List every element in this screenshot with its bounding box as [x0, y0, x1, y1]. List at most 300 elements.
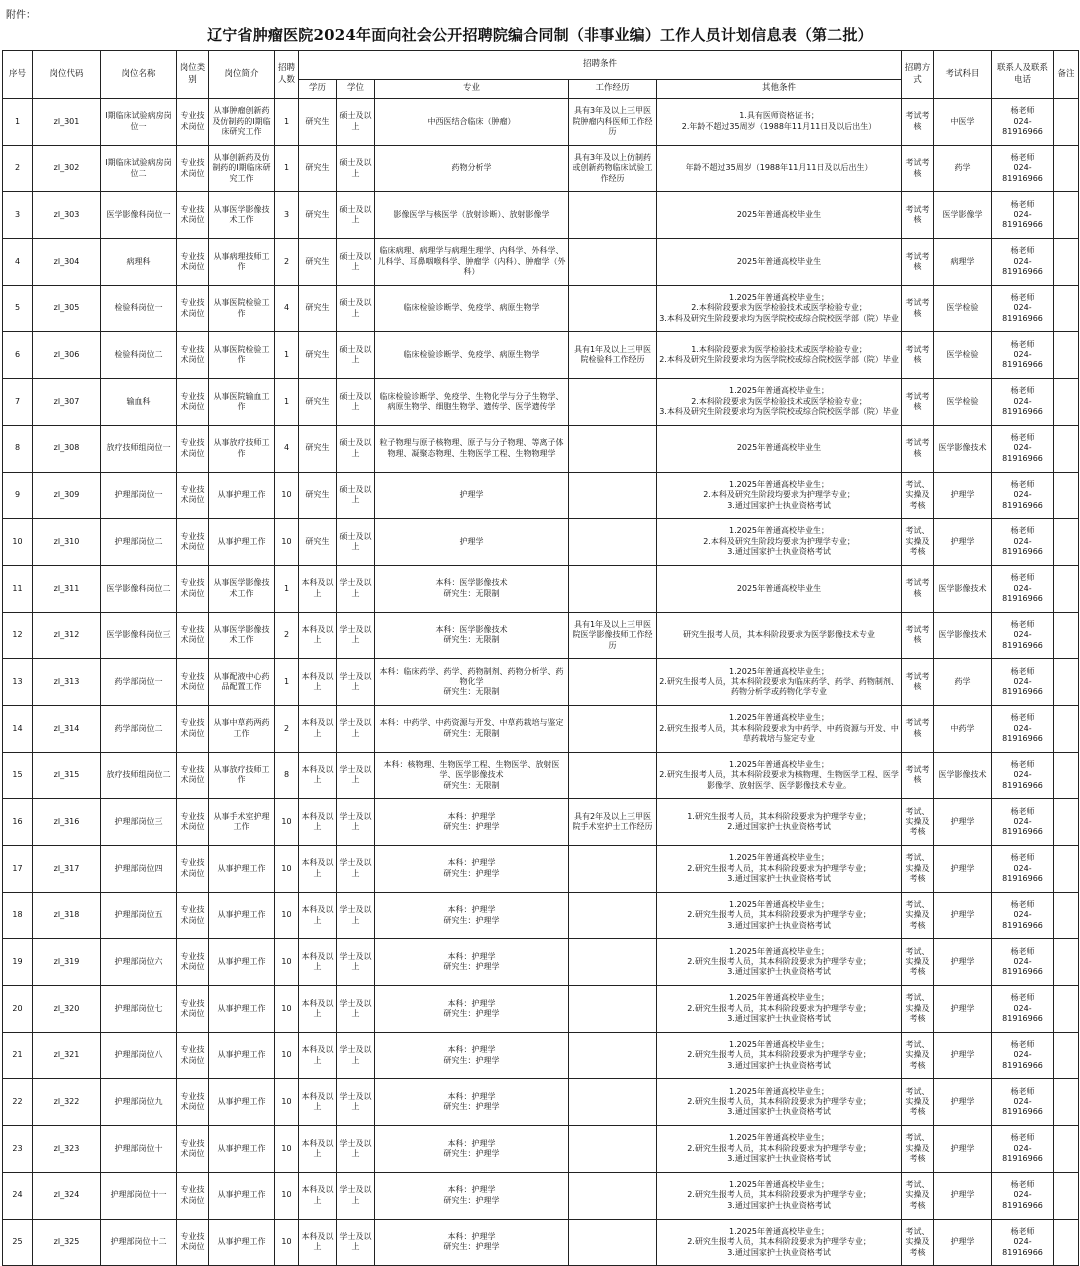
header-contact: 联系人及联系电话: [992, 51, 1054, 99]
cell-count: 1: [275, 659, 299, 706]
recruitment-table: [2, 50, 1079, 1266]
cell-education: 本科及以上: [299, 752, 337, 799]
cell-major: 本科：医学影像技术 研究生：无限制: [375, 565, 569, 612]
cell-remark: [1054, 752, 1079, 799]
cell-remark: [1054, 799, 1079, 846]
cell-category: 专业技术岗位: [177, 1126, 209, 1173]
table-row: [3, 1079, 1079, 1126]
cell-intro: 从事护理工作: [209, 1079, 275, 1126]
cell-major: 本科：核物理、生物医学工程、生物医学、放射医学、医学影像技术 研究生：无限制: [375, 752, 569, 799]
cell-subject: 中药学: [934, 705, 992, 752]
cell-intro: 从事医学影像技术工作: [209, 612, 275, 659]
cell-subject: 医学影像技术: [934, 612, 992, 659]
cell-contact: 杨老师 024-81916966: [992, 1219, 1054, 1266]
cell-category: 专业技术岗位: [177, 519, 209, 566]
cell-education: 本科及以上: [299, 612, 337, 659]
cell-contact: 杨老师 024-81916966: [992, 892, 1054, 939]
cell-contact: 杨老师 024-81916966: [992, 659, 1054, 706]
cell-name: 护理部岗位十: [101, 1126, 177, 1173]
cell-experience: [569, 752, 657, 799]
cell-experience: 具有2年及以上三甲医院手术室护士工作经历: [569, 799, 657, 846]
cell-intro: 从事护理工作: [209, 986, 275, 1033]
cell-name: 药学部岗位一: [101, 659, 177, 706]
cell-name: 护理部岗位十二: [101, 1219, 177, 1266]
table-row: [3, 145, 1079, 192]
cell-subject: 医学检验: [934, 379, 992, 426]
cell-count: 10: [275, 892, 299, 939]
cell-seq: 24: [3, 1172, 33, 1219]
cell-experience: 具有3年及以上仿制药或创新药物临床试验工作经历: [569, 145, 657, 192]
cell-name: 护理部岗位十一: [101, 1172, 177, 1219]
cell-major: 本科：中药学、中药资源与开发、中草药栽培与鉴定 研究生：无限制: [375, 705, 569, 752]
cell-seq: 22: [3, 1079, 33, 1126]
table-row: [3, 239, 1079, 286]
cell-contact: 杨老师 024-81916966: [992, 705, 1054, 752]
cell-remark: [1054, 1032, 1079, 1079]
cell-code: zl_315: [33, 752, 101, 799]
cell-count: 10: [275, 1172, 299, 1219]
cell-major: 本科：护理学 研究生：护理学: [375, 1079, 569, 1126]
header-experience: 工作经历: [569, 80, 657, 99]
cell-count: 10: [275, 1126, 299, 1173]
cell-other: 1.2025年普通高校毕业生； 2.本科及研究生阶段均要求为护理学专业； 3.通过国家护士执业资格考试: [657, 472, 902, 519]
cell-name: 医学影像科岗位二: [101, 565, 177, 612]
cell-experience: [569, 425, 657, 472]
cell-seq: 10: [3, 519, 33, 566]
cell-major: 本科：护理学 研究生：护理学: [375, 799, 569, 846]
cell-other: 1.2025年普通高校毕业生； 2.本科阶段要求为医学检验技术或医学检验专业； 3.本科及研究生阶段要求均为医学院校或综合院校医学部（院）毕业: [657, 379, 902, 426]
table-row: [3, 192, 1079, 239]
cell-degree: 硕士及以上: [337, 99, 375, 146]
cell-method: 考试、实操及考核: [902, 846, 934, 893]
cell-experience: [569, 565, 657, 612]
cell-intro: 从事护理工作: [209, 1172, 275, 1219]
cell-name: 护理部岗位五: [101, 892, 177, 939]
cell-seq: 5: [3, 285, 33, 332]
cell-method: 考试考核: [902, 659, 934, 706]
cell-method: 考试、实操及考核: [902, 472, 934, 519]
cell-education: 本科及以上: [299, 1079, 337, 1126]
cell-intro: 从事护理工作: [209, 939, 275, 986]
cell-seq: 23: [3, 1126, 33, 1173]
table-row: [3, 1032, 1079, 1079]
cell-seq: 11: [3, 565, 33, 612]
cell-name: I期临床试验病房岗位一: [101, 99, 177, 146]
cell-other: 1.具有医师资格证书； 2.年龄不超过35周岁（1988年11月11日及以后出生）: [657, 99, 902, 146]
cell-subject: 护理学: [934, 1172, 992, 1219]
cell-education: 研究生: [299, 239, 337, 286]
cell-category: 专业技术岗位: [177, 705, 209, 752]
header-category: 岗位类别: [177, 51, 209, 99]
cell-degree: 学士及以上: [337, 799, 375, 846]
cell-count: 1: [275, 379, 299, 426]
cell-code: zl_304: [33, 239, 101, 286]
cell-other: 1.2025年普通高校毕业生； 2.研究生报考人员，其本科阶段要求为核物理、生物医学工程、医学影像学、放射医学、医学影像技术专业。: [657, 752, 902, 799]
header-remark: 备注: [1054, 51, 1079, 99]
cell-education: 研究生: [299, 332, 337, 379]
cell-contact: 杨老师 024-81916966: [992, 379, 1054, 426]
cell-experience: [569, 519, 657, 566]
attachment-label: 附件：: [6, 10, 36, 21]
cell-intro: 从事中草药两药工作: [209, 705, 275, 752]
cell-count: 4: [275, 285, 299, 332]
table-row: [3, 939, 1079, 986]
cell-other: 1.2025年普通高校毕业生； 2.研究生报考人员，其本科阶段要求为临床药学、药学、药物制剂、药物分析学或药物化学专业: [657, 659, 902, 706]
cell-method: 考试、实操及考核: [902, 799, 934, 846]
cell-category: 专业技术岗位: [177, 332, 209, 379]
table-row: [3, 799, 1079, 846]
cell-category: 专业技术岗位: [177, 192, 209, 239]
cell-subject: 护理学: [934, 472, 992, 519]
cell-education: 本科及以上: [299, 799, 337, 846]
cell-subject: 病理学: [934, 239, 992, 286]
cell-count: 8: [275, 752, 299, 799]
header-subject: 考试科目: [934, 51, 992, 99]
cell-code: zl_312: [33, 612, 101, 659]
cell-intro: 从事护理工作: [209, 1032, 275, 1079]
cell-subject: 医学检验: [934, 332, 992, 379]
cell-remark: [1054, 1126, 1079, 1173]
cell-count: 2: [275, 612, 299, 659]
cell-remark: [1054, 705, 1079, 752]
cell-code: zl_303: [33, 192, 101, 239]
cell-code: zl_314: [33, 705, 101, 752]
cell-name: 检验科岗位二: [101, 332, 177, 379]
cell-remark: [1054, 239, 1079, 286]
cell-category: 专业技术岗位: [177, 892, 209, 939]
cell-code: zl_322: [33, 1079, 101, 1126]
cell-method: 考试考核: [902, 612, 934, 659]
cell-method: 考试考核: [902, 705, 934, 752]
header-intro: 岗位简介: [209, 51, 275, 99]
cell-method: 考试考核: [902, 192, 934, 239]
cell-experience: 具有1年及以上三甲医院医学影像技师工作经历: [569, 612, 657, 659]
cell-code: zl_320: [33, 986, 101, 1033]
cell-intro: 从事护理工作: [209, 892, 275, 939]
cell-contact: 杨老师 024-81916966: [992, 752, 1054, 799]
cell-remark: [1054, 145, 1079, 192]
cell-education: 研究生: [299, 285, 337, 332]
cell-intro: 从事医院检验工作: [209, 332, 275, 379]
cell-remark: [1054, 332, 1079, 379]
table-row: [3, 846, 1079, 893]
cell-other: 1.2025年普通高校毕业生； 2.研究生报考人员，其本科阶段要求为护理学专业； 3.通过国家护士执业资格考试: [657, 986, 902, 1033]
cell-subject: 医学影像技术: [934, 752, 992, 799]
cell-major: 本科：护理学 研究生：护理学: [375, 846, 569, 893]
cell-education: 研究生: [299, 192, 337, 239]
cell-name: 输血科: [101, 379, 177, 426]
cell-subject: 护理学: [934, 939, 992, 986]
header-seq: 序号: [3, 51, 33, 99]
cell-remark: [1054, 939, 1079, 986]
cell-method: 考试、实操及考核: [902, 1079, 934, 1126]
table-row: [3, 565, 1079, 612]
cell-category: 专业技术岗位: [177, 565, 209, 612]
cell-code: zl_301: [33, 99, 101, 146]
table-row: [3, 892, 1079, 939]
cell-experience: [569, 379, 657, 426]
cell-count: 10: [275, 986, 299, 1033]
cell-seq: 18: [3, 892, 33, 939]
cell-remark: [1054, 379, 1079, 426]
table-row: [3, 425, 1079, 472]
cell-contact: 杨老师 024-81916966: [992, 239, 1054, 286]
cell-contact: 杨老师 024-81916966: [992, 799, 1054, 846]
cell-degree: 学士及以上: [337, 892, 375, 939]
cell-experience: 具有3年及以上三甲医院肿瘤内科医师工作经历: [569, 99, 657, 146]
cell-contact: 杨老师 024-81916966: [992, 1126, 1054, 1173]
header-degree: 学位: [337, 80, 375, 99]
table-body: [3, 99, 1079, 1266]
cell-name: 护理部岗位九: [101, 1079, 177, 1126]
cell-contact: 杨老师 024-81916966: [992, 332, 1054, 379]
cell-category: 专业技术岗位: [177, 1079, 209, 1126]
cell-other: 1.2025年普通高校毕业生； 2.研究生报考人员，其本科阶段要求为护理学专业； 3.通过国家护士执业资格考试: [657, 1219, 902, 1266]
cell-method: 考试、实操及考核: [902, 1126, 934, 1173]
cell-category: 专业技术岗位: [177, 939, 209, 986]
cell-code: zl_317: [33, 846, 101, 893]
cell-code: zl_318: [33, 892, 101, 939]
cell-name: 放疗技师组岗位二: [101, 752, 177, 799]
cell-major: 临床检验诊断学、免疫学、病原生物学: [375, 285, 569, 332]
cell-experience: [569, 846, 657, 893]
cell-degree: 硕士及以上: [337, 239, 375, 286]
cell-code: zl_323: [33, 1126, 101, 1173]
cell-name: 护理部岗位三: [101, 799, 177, 846]
cell-major: 临床病理、病理学与病理生理学、内科学、外科学、儿科学、耳鼻咽喉科学、肿瘤学（内科）、肿瘤学（外科）: [375, 239, 569, 286]
cell-contact: 杨老师 024-81916966: [992, 425, 1054, 472]
cell-subject: 护理学: [934, 519, 992, 566]
cell-major: 本科：护理学 研究生：护理学: [375, 1219, 569, 1266]
cell-count: 1: [275, 565, 299, 612]
cell-method: 考试考核: [902, 332, 934, 379]
cell-other: 1.2025年普通高校毕业生； 2.研究生报考人员，其本科阶段要求为护理学专业； 3.通过国家护士执业资格考试: [657, 939, 902, 986]
header-method: 招聘方式: [902, 51, 934, 99]
cell-major: 药物分析学: [375, 145, 569, 192]
cell-subject: 护理学: [934, 892, 992, 939]
cell-education: 本科及以上: [299, 565, 337, 612]
cell-contact: 杨老师 024-81916966: [992, 285, 1054, 332]
cell-experience: [569, 1172, 657, 1219]
cell-major: 本科：护理学 研究生：护理学: [375, 939, 569, 986]
cell-experience: [569, 239, 657, 286]
cell-experience: [569, 472, 657, 519]
cell-major: 本科：医学影像技术 研究生：无限制: [375, 612, 569, 659]
cell-category: 专业技术岗位: [177, 472, 209, 519]
cell-degree: 学士及以上: [337, 846, 375, 893]
cell-method: 考试、实操及考核: [902, 1172, 934, 1219]
cell-subject: 医学影像技术: [934, 425, 992, 472]
cell-intro: 从事配液中心药品配置工作: [209, 659, 275, 706]
cell-degree: 学士及以上: [337, 612, 375, 659]
cell-experience: [569, 1219, 657, 1266]
cell-intro: 从事护理工作: [209, 472, 275, 519]
cell-major: 护理学: [375, 519, 569, 566]
cell-name: 医学影像科岗位三: [101, 612, 177, 659]
cell-seq: 7: [3, 379, 33, 426]
cell-method: 考试考核: [902, 565, 934, 612]
cell-seq: 8: [3, 425, 33, 472]
cell-degree: 学士及以上: [337, 986, 375, 1033]
cell-code: zl_307: [33, 379, 101, 426]
cell-intro: 从事病理技师工作: [209, 239, 275, 286]
cell-major: 中西医结合临床（肿瘤）: [375, 99, 569, 146]
cell-code: zl_319: [33, 939, 101, 986]
header-code: 岗位代码: [33, 51, 101, 99]
cell-remark: [1054, 1172, 1079, 1219]
cell-education: 本科及以上: [299, 705, 337, 752]
cell-degree: 硕士及以上: [337, 192, 375, 239]
cell-experience: [569, 705, 657, 752]
cell-intro: 从事肿瘤创新药及仿制药的I期临床研究工作: [209, 99, 275, 146]
cell-major: 临床检验诊断学、免疫学、病原生物学: [375, 332, 569, 379]
cell-subject: 药学: [934, 145, 992, 192]
cell-count: 10: [275, 799, 299, 846]
cell-seq: 21: [3, 1032, 33, 1079]
cell-experience: [569, 986, 657, 1033]
cell-intro: 从事手术室护理工作: [209, 799, 275, 846]
table-row: [3, 519, 1079, 566]
cell-education: 本科及以上: [299, 986, 337, 1033]
cell-count: 1: [275, 332, 299, 379]
cell-code: zl_302: [33, 145, 101, 192]
cell-name: 护理部岗位七: [101, 986, 177, 1033]
cell-count: 10: [275, 1032, 299, 1079]
table-row: [3, 1219, 1079, 1266]
cell-intro: 从事医学影像技术工作: [209, 565, 275, 612]
cell-remark: [1054, 846, 1079, 893]
cell-other: 1.2025年普通高校毕业生； 2.研究生报考人员，其本科阶段要求为护理学专业； 3.通过国家护士执业资格考试: [657, 1079, 902, 1126]
cell-remark: [1054, 892, 1079, 939]
cell-contact: 杨老师 024-81916966: [992, 519, 1054, 566]
cell-degree: 学士及以上: [337, 1126, 375, 1173]
cell-category: 专业技术岗位: [177, 379, 209, 426]
cell-count: 2: [275, 239, 299, 286]
cell-category: 专业技术岗位: [177, 612, 209, 659]
cell-major: 本科：临床药学、药学、药物制剂、药物分析学、药物化学 研究生：无限制: [375, 659, 569, 706]
cell-subject: 医学检验: [934, 285, 992, 332]
table-row: [3, 379, 1079, 426]
cell-degree: 学士及以上: [337, 939, 375, 986]
cell-intro: 从事医学影像技术工作: [209, 192, 275, 239]
header-education: 学历: [299, 80, 337, 99]
cell-experience: [569, 892, 657, 939]
cell-education: 研究生: [299, 379, 337, 426]
cell-remark: [1054, 612, 1079, 659]
cell-remark: [1054, 99, 1079, 146]
cell-name: I期临床试验病房岗位二: [101, 145, 177, 192]
cell-other: 1.2025年普通高校毕业生； 2.研究生报考人员，其本科阶段要求为护理学专业； 3.通过国家护士执业资格考试: [657, 846, 902, 893]
cell-major: 本科：护理学 研究生：护理学: [375, 1172, 569, 1219]
cell-degree: 硕士及以上: [337, 379, 375, 426]
cell-name: 医学影像科岗位一: [101, 192, 177, 239]
cell-remark: [1054, 472, 1079, 519]
cell-subject: 医学影像技术: [934, 565, 992, 612]
cell-method: 考试考核: [902, 145, 934, 192]
cell-seq: 16: [3, 799, 33, 846]
cell-method: 考试考核: [902, 239, 934, 286]
cell-degree: 硕士及以上: [337, 425, 375, 472]
cell-contact: 杨老师 024-81916966: [992, 145, 1054, 192]
cell-intro: 从事护理工作: [209, 846, 275, 893]
cell-method: 考试、实操及考核: [902, 519, 934, 566]
cell-subject: 护理学: [934, 846, 992, 893]
cell-seq: 19: [3, 939, 33, 986]
cell-code: zl_306: [33, 332, 101, 379]
cell-seq: 15: [3, 752, 33, 799]
cell-intro: 从事护理工作: [209, 1126, 275, 1173]
cell-seq: 17: [3, 846, 33, 893]
cell-other: 1.2025年普通高校毕业生； 2.研究生报考人员，其本科阶段要求为护理学专业； 3.通过国家护士执业资格考试: [657, 1126, 902, 1173]
cell-contact: 杨老师 024-81916966: [992, 986, 1054, 1033]
cell-education: 本科及以上: [299, 939, 337, 986]
cell-category: 专业技术岗位: [177, 752, 209, 799]
cell-method: 考试考核: [902, 752, 934, 799]
table-row: [3, 99, 1079, 146]
cell-education: 本科及以上: [299, 1126, 337, 1173]
cell-contact: 杨老师 024-81916966: [992, 1032, 1054, 1079]
table-row: [3, 472, 1079, 519]
cell-seq: 4: [3, 239, 33, 286]
cell-seq: 9: [3, 472, 33, 519]
cell-contact: 杨老师 024-81916966: [992, 472, 1054, 519]
cell-education: 本科及以上: [299, 892, 337, 939]
cell-contact: 杨老师 024-81916966: [992, 846, 1054, 893]
cell-subject: 医学影像学: [934, 192, 992, 239]
cell-code: zl_313: [33, 659, 101, 706]
cell-degree: 硕士及以上: [337, 472, 375, 519]
cell-code: zl_310: [33, 519, 101, 566]
table-row: [3, 705, 1079, 752]
cell-method: 考试、实操及考核: [902, 1219, 934, 1266]
cell-subject: 护理学: [934, 1032, 992, 1079]
cell-subject: 药学: [934, 659, 992, 706]
table-row: [3, 1126, 1079, 1173]
cell-remark: [1054, 519, 1079, 566]
cell-category: 专业技术岗位: [177, 986, 209, 1033]
page-title: 辽宁省肿瘤医院2024年面向社会公开招聘院编合同制（非事业编）工作人员计划信息表（第二批）: [207, 26, 873, 44]
cell-major: 本科：护理学 研究生：护理学: [375, 1032, 569, 1079]
cell-seq: 1: [3, 99, 33, 146]
cell-contact: 杨老师 024-81916966: [992, 939, 1054, 986]
cell-intro: 从事医院输血工作: [209, 379, 275, 426]
cell-remark: [1054, 659, 1079, 706]
cell-intro: 从事放疗技师工作: [209, 425, 275, 472]
cell-education: 研究生: [299, 519, 337, 566]
cell-major: 本科：护理学 研究生：护理学: [375, 1126, 569, 1173]
cell-contact: 杨老师 024-81916966: [992, 1172, 1054, 1219]
cell-other: 1.2025年普通高校毕业生； 2.本科阶段要求为医学检验技术或医学检验专业； 3.本科及研究生阶段要求均为医学院校或综合院校医学部（院）毕业: [657, 285, 902, 332]
cell-name: 护理部岗位二: [101, 519, 177, 566]
table-row: [3, 659, 1079, 706]
cell-count: 10: [275, 1079, 299, 1126]
cell-method: 考试、实操及考核: [902, 939, 934, 986]
cell-method: 考试、实操及考核: [902, 986, 934, 1033]
cell-count: 4: [275, 425, 299, 472]
header-other: 其他条件: [657, 80, 902, 99]
cell-count: 1: [275, 99, 299, 146]
cell-seq: 14: [3, 705, 33, 752]
header-conditions: 招聘条件: [299, 51, 902, 80]
cell-subject: 护理学: [934, 986, 992, 1033]
cell-degree: 学士及以上: [337, 1172, 375, 1219]
cell-other: 1.2025年普通高校毕业生； 2.研究生报考人员，其本科阶段要求为护理学专业； 3.通过国家护士执业资格考试: [657, 1172, 902, 1219]
cell-contact: 杨老师 024-81916966: [992, 192, 1054, 239]
cell-remark: [1054, 425, 1079, 472]
cell-experience: [569, 939, 657, 986]
cell-degree: 硕士及以上: [337, 145, 375, 192]
cell-degree: 学士及以上: [337, 752, 375, 799]
